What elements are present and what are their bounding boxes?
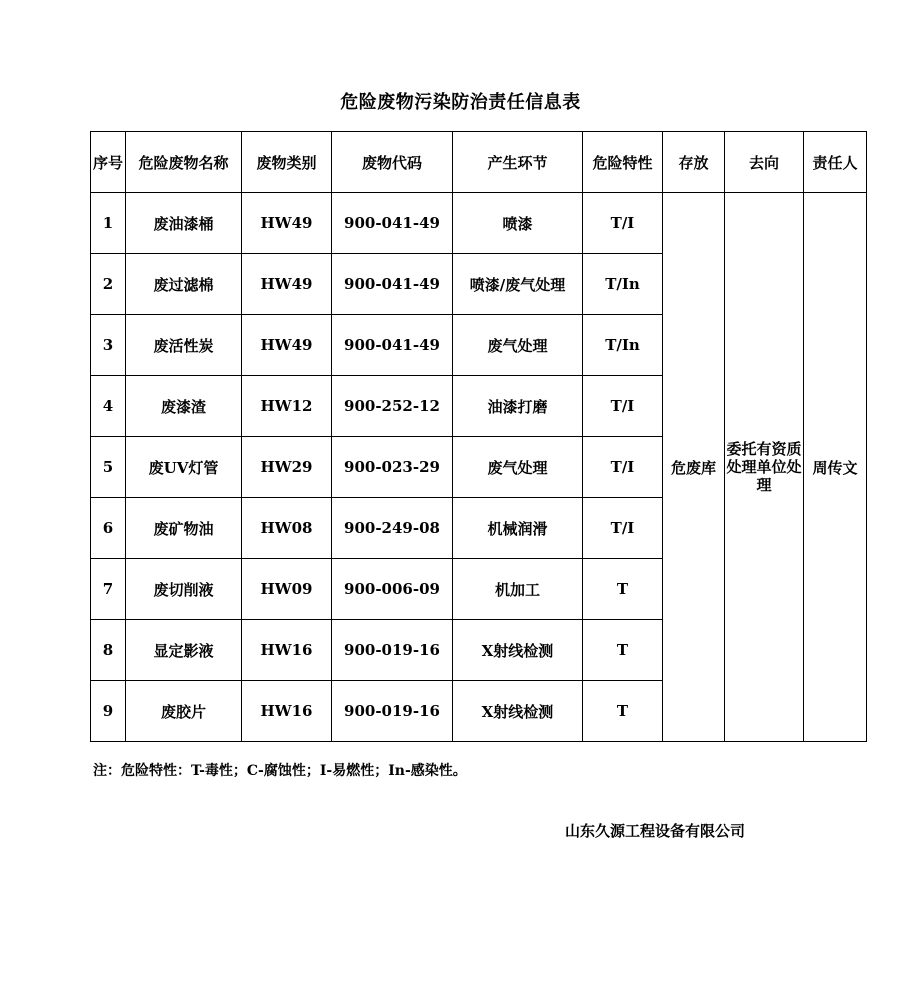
cell-source: X射线检测 (453, 620, 583, 681)
header-name: 危险废物名称 (126, 132, 242, 193)
cell-hazard: T (583, 620, 663, 681)
cell-category: HW16 (242, 620, 332, 681)
cell-code: 900-019-16 (332, 681, 453, 742)
header-no: 序号 (91, 132, 126, 193)
hazardous-waste-table (90, 131, 867, 742)
table-row (91, 193, 867, 254)
cell-code: 900-019-16 (332, 620, 453, 681)
cell-no: 9 (91, 681, 126, 742)
cell-source: 喷漆 (453, 193, 583, 254)
cell-category: HW09 (242, 559, 332, 620)
cell-code: 900-023-29 (332, 437, 453, 498)
cell-name: 废UV灯管 (126, 437, 242, 498)
header-responsible: 责任人 (804, 132, 867, 193)
cell-category: HW49 (242, 254, 332, 315)
cell-name: 废油漆桶 (126, 193, 242, 254)
cell-no: 4 (91, 376, 126, 437)
cell-source: 喷漆/废气处理 (453, 254, 583, 315)
cell-code: 900-041-49 (332, 254, 453, 315)
cell-no: 3 (91, 315, 126, 376)
company-name: 山东久源工程设备有限公司 (565, 822, 746, 840)
cell-responsible: 周传文 (804, 193, 867, 742)
header-category: 废物类别 (242, 132, 332, 193)
cell-category: HW29 (242, 437, 332, 498)
cell-no: 5 (91, 437, 126, 498)
hazard-legend-note: 注：危险特性：T-毒性；C-腐蚀性；I-易燃性；In-感染性。 (93, 763, 467, 779)
cell-code: 900-041-49 (332, 315, 453, 376)
cell-hazard: T (583, 681, 663, 742)
cell-category: HW49 (242, 193, 332, 254)
cell-no: 8 (91, 620, 126, 681)
cell-name: 废过滤棉 (126, 254, 242, 315)
cell-no: 6 (91, 498, 126, 559)
cell-name: 废切削液 (126, 559, 242, 620)
cell-category: HW08 (242, 498, 332, 559)
cell-name: 废活性炭 (126, 315, 242, 376)
cell-name: 显定影液 (126, 620, 242, 681)
cell-hazard: T/I (583, 498, 663, 559)
cell-no: 1 (91, 193, 126, 254)
cell-name: 废胶片 (126, 681, 242, 742)
cell-category: HW16 (242, 681, 332, 742)
cell-name: 废漆渣 (126, 376, 242, 437)
cell-code: 900-252-12 (332, 376, 453, 437)
header-source: 产生环节 (453, 132, 583, 193)
cell-hazard: T/I (583, 193, 663, 254)
header-storage: 存放 (663, 132, 725, 193)
cell-hazard: T/I (583, 437, 663, 498)
cell-source: 油漆打磨 (453, 376, 583, 437)
cell-name: 废矿物油 (126, 498, 242, 559)
cell-source: 废气处理 (453, 437, 583, 498)
cell-source: 机械润滑 (453, 498, 583, 559)
cell-code: 900-249-08 (332, 498, 453, 559)
cell-category: HW49 (242, 315, 332, 376)
header-destination: 去向 (725, 132, 804, 193)
cell-no: 2 (91, 254, 126, 315)
cell-hazard: T (583, 559, 663, 620)
header-row (91, 132, 867, 193)
cell-source: 机加工 (453, 559, 583, 620)
cell-storage: 危废库 (663, 193, 725, 742)
cell-code: 900-041-49 (332, 193, 453, 254)
document-title: 危险废物污染防治责任信息表 (340, 92, 581, 113)
cell-hazard: T/In (583, 254, 663, 315)
cell-hazard: T/I (583, 376, 663, 437)
header-code: 废物代码 (332, 132, 453, 193)
header-hazard: 危险特性 (583, 132, 663, 193)
cell-hazard: T/In (583, 315, 663, 376)
cell-source: X射线检测 (453, 681, 583, 742)
cell-destination: 委托有资质处理单位处理 (725, 193, 804, 742)
cell-category: HW12 (242, 376, 332, 437)
cell-code: 900-006-09 (332, 559, 453, 620)
cell-no: 7 (91, 559, 126, 620)
cell-source: 废气处理 (453, 315, 583, 376)
